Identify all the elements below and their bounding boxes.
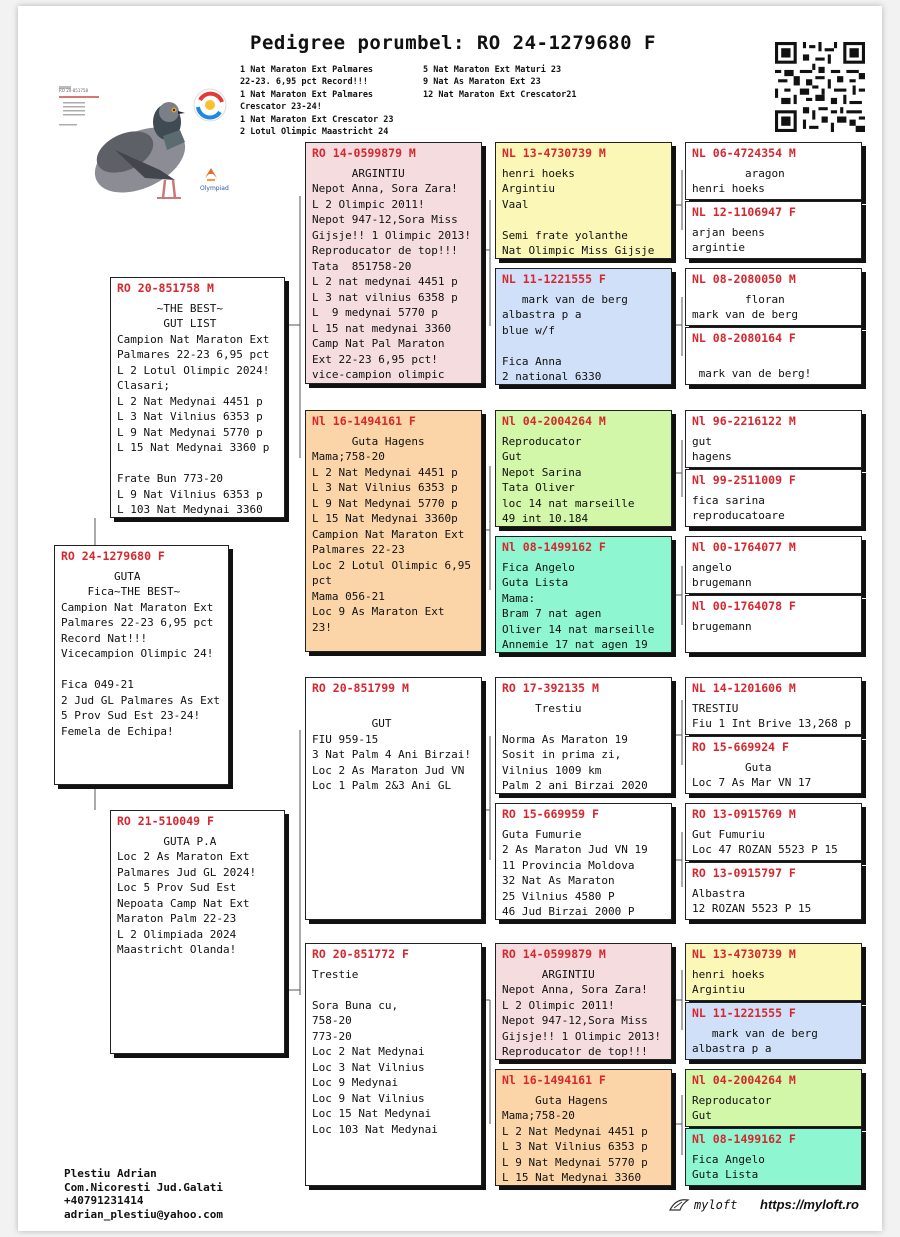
pigeon-card-g14[interactable] xyxy=(685,1002,862,1060)
ring-number: RO 21-510049 F xyxy=(117,814,214,828)
myloft-brand-text: myloft xyxy=(694,1198,738,1212)
ring-number: RO 20-851758 M xyxy=(117,281,214,295)
ring-number: RO 13-0915797 F xyxy=(692,866,796,880)
pigeon-card-dds[interactable] xyxy=(495,943,672,1060)
pigeon-notes: mark van de berg albastra p a blue w/f Fica Anna 2 national 6330 xyxy=(502,292,628,383)
pigeon-notes: Guta Hagens Mama;758-20 L 2 Nat Medynai 4451 p L 3 Nat Vilnius 6353 p L 9 Nat Medynai 5770 p L 15 Nat Medynai 3360 xyxy=(502,1093,648,1184)
ring-number: Nl 96-2216122 M xyxy=(692,414,796,428)
page-title: Pedigree porumbel: RO 24-1279680 F xyxy=(250,32,656,54)
pigeon-card-g13[interactable] xyxy=(685,943,862,1001)
pigeon-card-dam[interactable] xyxy=(110,810,285,1054)
pigeon-card-g12[interactable] xyxy=(685,862,862,920)
ring-number: NL 12-1106947 F xyxy=(692,205,796,219)
pigeon-notes: Guta Hagens Mama;758-20 L 2 Nat Medynai 4451 p L 3 Nat Vilnius 6353 p L 9 Nat Medynai 5770 p L 15 Nat Medynai 3360p Campion Nat Maraton Ext Palmares 22-23 Loc 2 Lotul Olimpic 6,95 pct Mama 056-21 Loc 9 As Maraton Ext 23! xyxy=(312,434,471,634)
pigeon-card-g15[interactable] xyxy=(685,1069,862,1127)
pigeon-notes: mark van de berg albastra p a xyxy=(692,1026,818,1055)
pigeon-notes: Fica Angelo Guta Lista Mama: Bram 7 nat agen Oliver 14 nat marseille Annemie 17 nat agen 19 xyxy=(502,560,655,651)
pigeon-card-dd[interactable] xyxy=(305,943,482,1186)
pigeon-card-g5[interactable] xyxy=(685,410,862,468)
ring-number: RO 15-669959 F xyxy=(502,807,599,821)
ring-number: NL 06-4724354 M xyxy=(692,146,796,160)
pigeon-notes: Trestiu Norma As Maraton 19 Sosit in prima zi, Vilnius 1009 km Palm 2 ani Birzai 2020 xyxy=(502,701,648,792)
pigeon-card-g7[interactable] xyxy=(685,536,862,594)
pigeon-card-subject[interactable] xyxy=(54,545,229,785)
pigeon-notes: brugemann xyxy=(692,619,752,633)
pigeon-notes: Gut Fumuriu Loc 47 ROZAN 5523 P 15 xyxy=(692,827,838,856)
olympiad-logo: Olympiad xyxy=(200,185,229,192)
myloft-url-link[interactable]: https://myloft.ro xyxy=(760,1197,859,1212)
ring-number: Nl 16-1494161 F xyxy=(312,414,416,428)
ring-number: Nl 08-1499162 F xyxy=(502,540,606,554)
ring-number: Nl 04-2004264 M xyxy=(502,414,606,428)
pigeon-card-g2[interactable] xyxy=(685,201,862,259)
pigeon-notes: TRESTIU Fiu 1 Int Brive 13,268 p xyxy=(692,701,851,730)
ring-number: RO 20-851772 F xyxy=(312,947,409,961)
photo-ring-small: RO 20-851758 xyxy=(59,88,89,93)
pigeon-card-g11[interactable] xyxy=(685,803,862,861)
ring-number: NL 08-2080050 M xyxy=(692,272,796,286)
ring-number: Nl 04-2004264 M xyxy=(692,1073,796,1087)
myloft-pigeon-icon xyxy=(668,1196,690,1214)
pigeon-card-ddd[interactable] xyxy=(495,1069,672,1186)
pigeon-notes: Guta Loc 7 As Mar VN 17 xyxy=(692,760,812,789)
pigeon-notes: henri hoeks Argintiu Vaal Semi frate yolanthe Nat Olimpic Miss Gijsje xyxy=(502,166,655,257)
ring-number: NL 13-4730739 M xyxy=(502,146,606,160)
ring-number: NL 08-2080164 F xyxy=(692,331,796,345)
pigeon-card-ss[interactable] xyxy=(305,142,482,384)
ring-number: RO 15-669924 F xyxy=(692,740,789,754)
ring-number: NL 13-4730739 M xyxy=(692,947,796,961)
ring-number: NL 14-1201606 M xyxy=(692,681,796,695)
pigeon-notes: Trestie Sora Buna cu, 758-20 773-20 Loc 2 Nat Medynai Loc 3 Nat Vilnius Loc 9 Medynai Loc 9 Nat Vilnius Loc 15 Nat Medynai Loc 103 Nat Medynai xyxy=(312,967,438,1136)
pigeon-card-dsd[interactable] xyxy=(495,803,672,920)
ring-number: Nl 00-1764077 M xyxy=(692,540,796,554)
pigeon-notes: Guta Fumurie 2 As Maraton Jud VN 19 11 Provincia Moldova 32 Nat As Maraton 25 Vilnius 4580 P 46 Jud Birzai 2000 P xyxy=(502,827,648,918)
pigeon-card-sds[interactable] xyxy=(495,410,672,527)
pigeon-card-g1[interactable] xyxy=(685,142,862,200)
pigeon-notes: ARGINTIU Nepot Anna, Sora Zara! L 2 Olimpic 2011! Nepot 947-12,Sora Miss Gijsje!! 1 Olimpic 2013! Reproducator de top!!! Tata 851758-20 L 2 nat medynai 4451 p L 3 nat vilnius 6358 p L 9 medynai 5770 p L 15 nat medynai 3360 Camp Nat Pal Maraton Ext 22-23 6,95 pct! vice-campion olimpic xyxy=(312,166,471,381)
pigeon-notes: arjan beens argintie xyxy=(692,225,765,254)
owner-contact: Plestiu Adrian Com.Nicoresti Jud.Galati +40791231414 adrian_plestiu@yahoo.com xyxy=(64,1167,223,1221)
ring-number: NL 11-1221555 F xyxy=(692,1006,796,1020)
pigeon-notes: Reproducator Gut xyxy=(692,1093,772,1122)
pigeon-notes: angelo brugemann xyxy=(692,560,752,589)
ring-number: NL 11-1221555 F xyxy=(502,272,606,286)
ring-number: Nl 08-1499162 F xyxy=(692,1132,796,1146)
ring-number: RO 13-0915769 M xyxy=(692,807,796,821)
pigeon-card-ssd[interactable] xyxy=(495,268,672,385)
pigeon-notes: ~THE BEST~ GUT LIST Campion Nat Maraton Ext Palmares 22-23 6,95 pct L 2 Lotul Olimpic 2024! Clasari; L 2 Nat Medynai 4451 p L 3 Nat Vilnius 6353 p L 9 Nat Medynai 5770 p L 15 Nat Medynai 3360 p Frate Bun 773-20 L 9 Nat Vilnius 6353 p L 103 Nat Medynai 3360 xyxy=(117,301,270,516)
pigeon-notes: Reproducator Gut Nepot Sarina Tata Oliver loc 14 nat marseille 49 int 10.184 xyxy=(502,434,635,525)
ring-number: Nl 99-2511009 F xyxy=(692,473,796,487)
pigeon-notes: gut hagens xyxy=(692,434,732,463)
ring-number: RO 20-851799 M xyxy=(312,681,409,695)
ring-number: RO 14-0599879 M xyxy=(502,947,606,961)
pigeon-card-sss[interactable] xyxy=(495,142,672,259)
pigeon-card-g6[interactable] xyxy=(685,469,862,527)
pigeon-notes: fica sarina reproducatoare xyxy=(692,493,785,522)
pigeon-notes: aragon henri hoeks xyxy=(692,166,785,195)
pigeon-card-g8[interactable] xyxy=(685,595,862,653)
qr-code-icon xyxy=(775,42,865,132)
pigeon-notes: GUTA P.A Loc 2 As Maraton Ext Palmares Jud GL 2024! Loc 5 Prov Sud Est Nepoata Camp Nat Ext Maraton Palm 22-23 L 2 Olimpiada 2024 Maastricht Olanda! xyxy=(117,834,257,956)
myloft-logo xyxy=(668,1196,737,1214)
pigeon-notes: Albastra 12 ROZAN 5523 P 15 xyxy=(692,886,812,915)
pigeon-card-sdd[interactable] xyxy=(495,536,672,653)
ring-number: Nl 16-1494161 F xyxy=(502,1073,606,1087)
pigeon-card-g10[interactable] xyxy=(685,736,862,794)
ring-number: RO 17-392135 M xyxy=(502,681,599,695)
pigeon-notes: Fica Angelo Guta Lista xyxy=(692,1152,765,1181)
pigeon-notes: mark van de berg! xyxy=(698,367,812,380)
ring-number: RO 14-0599879 M xyxy=(312,146,416,160)
pigeon-card-dss[interactable] xyxy=(495,677,672,794)
pigeon-card-g16[interactable] xyxy=(685,1128,862,1186)
pigeon-photo xyxy=(55,80,235,205)
results-right: 5 Nat Maraton Ext Maturi 23 9 Nat As Maraton Ext 23 12 Nat Maraton Ext Crescator21 xyxy=(423,65,577,100)
pigeon-card-g4[interactable] xyxy=(685,327,862,385)
pigeon-card-g9[interactable] xyxy=(685,677,862,735)
pigeon-notes: GUT FIU 959-15 3 Nat Palm 4 Ani Birzai! Loc 2 As Maraton Jud VN Loc 1 Palm 2&3 Ani GL xyxy=(312,717,471,792)
pigeon-card-g3[interactable] xyxy=(685,268,862,326)
ring-number: RO 24-1279680 F xyxy=(61,549,165,563)
ring-number: Nl 00-1764078 F xyxy=(692,599,796,613)
results-left: 1 Nat Maraton Ext Palmares 22-23. 6,95 pct Record!!! 1 Nat Maraton Ext Palmares Crescator 23-24! 1 Nat Maraton Ext Crescator 23 2 Lotul Olimpic Maastricht 24 xyxy=(240,65,394,138)
pigeon-card-sd[interactable] xyxy=(305,410,482,652)
pigeon-card-ds[interactable] xyxy=(305,677,482,920)
pigeon-card-sire[interactable] xyxy=(110,277,285,518)
pigeon-notes: ARGINTIU Nepot Anna, Sora Zara! L 2 Olimpic 2011! Nepot 947-12,Sora Miss Gijsje!! 1 Olimpic 2013! Reproducator de top!!! xyxy=(502,967,661,1058)
pigeon-notes: GUTA Fica~THE BEST~ Campion Nat Maraton Ext Palmares 22-23 6,95 pct Record Nat!!! Vicecampion Olimpic 24! Fica 049-21 2 Jud GL Palmares As Ext 5 Prov Sud Est 23-24! Femela de Echipa! xyxy=(61,569,220,738)
pigeon-notes: floran mark van de berg xyxy=(692,292,798,321)
pigeon-notes: henri hoeks Argintiu xyxy=(692,967,765,996)
